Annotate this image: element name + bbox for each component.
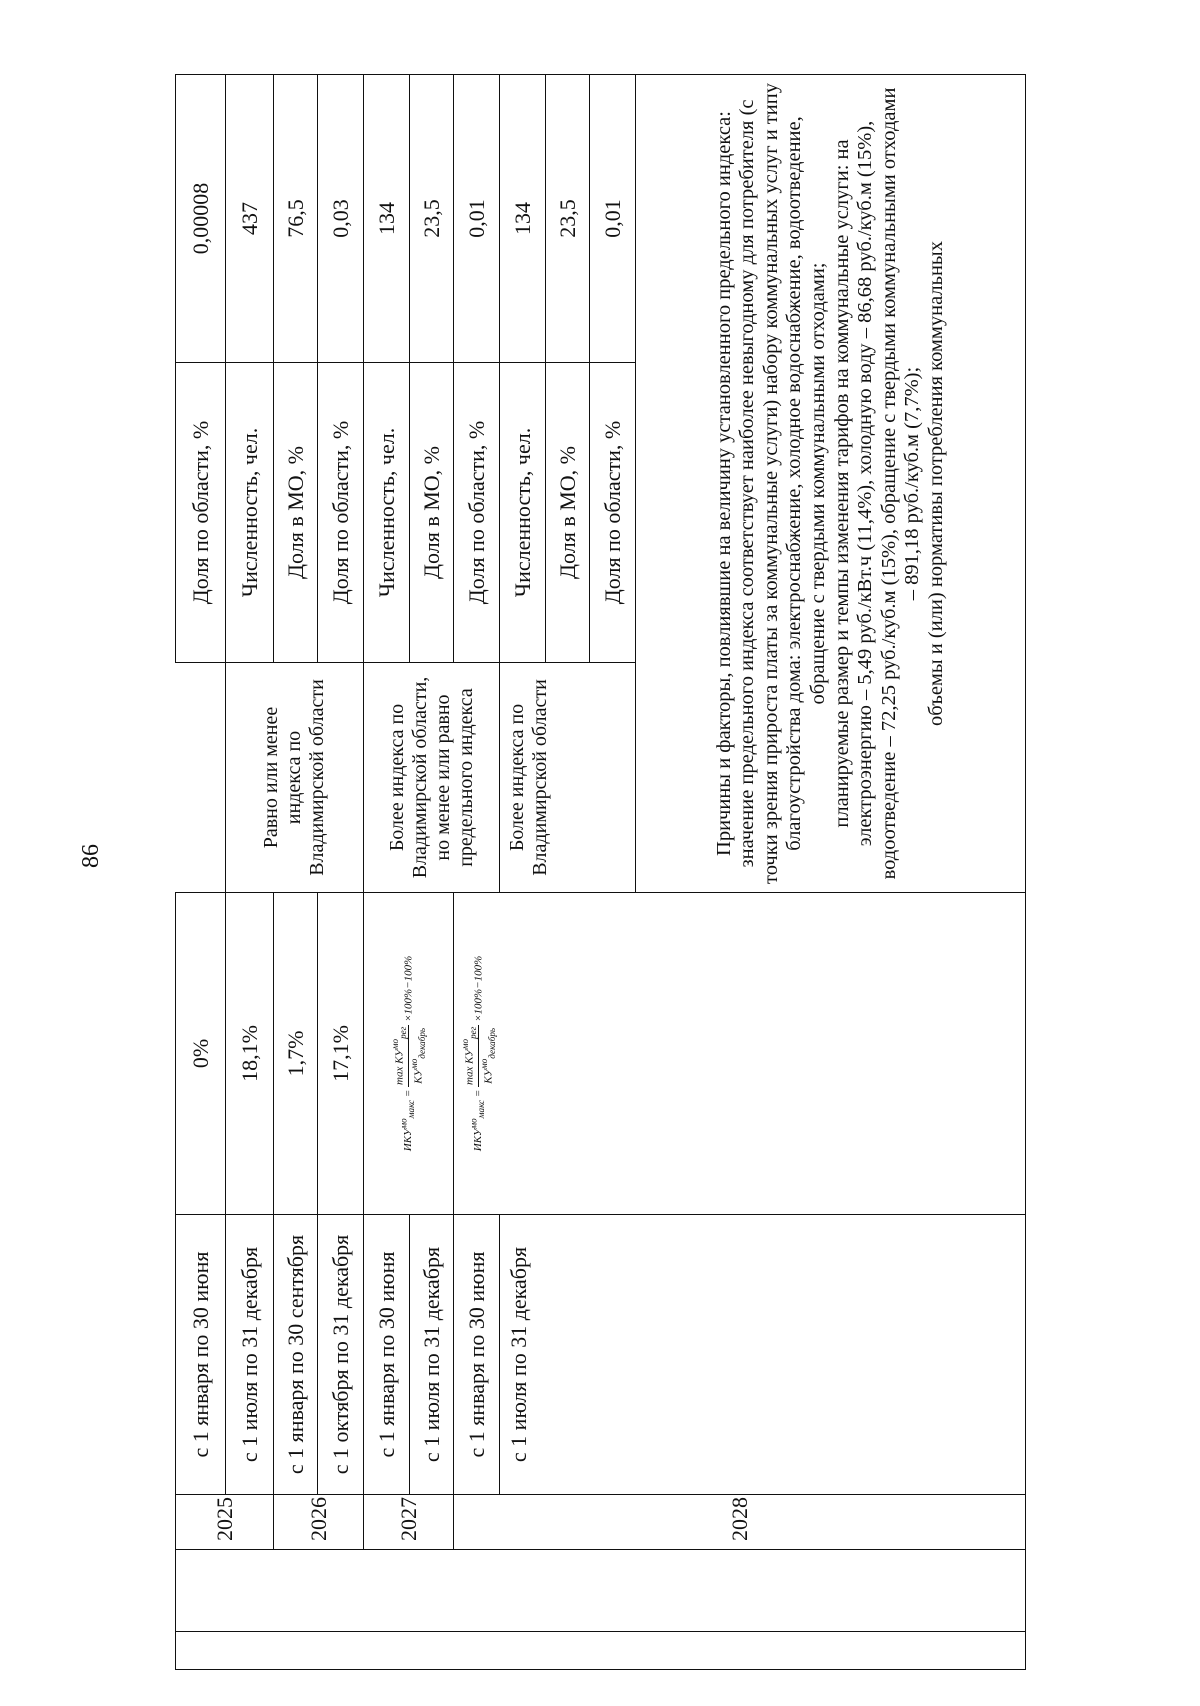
formula-tail: ×100%−100%	[402, 955, 415, 1022]
metric-value-cell: 134	[364, 75, 410, 363]
year-cell: 2028	[454, 1495, 1026, 1550]
page-number: 86	[78, 844, 104, 868]
formula-fraction: $\max КУ^{мо}_{рег}$ $КУ^{мо}_{декабрь}$	[389, 1026, 427, 1085]
metric-value-cell: 0,00008	[176, 75, 226, 363]
metric-label-cell: Доля по области, %	[590, 363, 636, 663]
condition-cell: Более индекса по Владимирской области, но менее или равно предельного индекса	[364, 663, 500, 893]
period-cell: с 1 июля по 31 декабря	[226, 1215, 274, 1495]
index-value-cell: 1,7%	[274, 893, 318, 1215]
blank-column	[176, 1632, 1026, 1670]
period-cell: с 1 января по 30 сентября	[274, 1215, 318, 1495]
table-row	[364, 75, 410, 1670]
metric-value-cell: 0,01	[590, 75, 636, 363]
year-cell: 2026	[274, 1495, 364, 1550]
metric-label-cell: Доля в МО, %	[410, 363, 454, 663]
metric-label-cell: Доля в МО, %	[274, 363, 318, 663]
period-cell: с 1 октября по 31 декабря	[318, 1215, 364, 1495]
metric-label-cell: Доля по области, %	[318, 363, 364, 663]
formula-tail: ×100%−100%	[472, 955, 485, 1022]
index-value-cell: 17,1%	[318, 893, 364, 1215]
period-cell: с 1 января по 30 июня	[176, 1215, 226, 1495]
metric-value-cell: 23,5	[410, 75, 454, 363]
formula-fraction: $\max КУ^{мо}_{рег}$ $КУ^{мо}_{декабрь}$	[460, 1026, 498, 1085]
period-cell: с 1 июля по 31 декабря	[410, 1215, 454, 1495]
metric-label-cell: Доля по области, %	[454, 363, 500, 663]
metric-value-cell: 23,5	[546, 75, 590, 363]
metric-label-cell: Численность, чел.	[364, 363, 410, 663]
metric-value-cell: 76,5	[274, 75, 318, 363]
year-cell: 2025	[176, 1495, 274, 1550]
period-cell: с 1 января по 30 июня	[364, 1215, 410, 1495]
index-value-cell: 18,1%	[226, 893, 274, 1215]
metric-label-cell: Численность, чел.	[500, 363, 546, 663]
formula-cell: $ИКУ^{мо}_{макс}$ = $\max КУ^{мо}_{рег}$ $КУ^{мо}_{декабрь}$ ×100%−100%	[364, 893, 454, 1215]
formula-lhs: $ИКУ^{мо}_{макс}$	[468, 1099, 487, 1152]
condition-cell: Равно или менее индекса по Владимирской области	[226, 663, 364, 893]
blank-cell	[176, 663, 226, 893]
index-value-cell: 0%	[176, 893, 226, 1215]
reasons-paragraph: значение предельного индекса соответствует наиболее невыгодному для потребителя (с точки зрения прироста платы за коммунальные услуги) набору коммунальных услуг и типу благоустройства дома: электроснабжение, холодное водоснабжение, водоотведение, обращение с твердыми коммунальными отходами;	[736, 83, 829, 884]
tariff-index-table	[175, 74, 1026, 1670]
metric-label-cell: Численность, чел.	[226, 363, 274, 663]
blank-column	[176, 1550, 1026, 1632]
metric-label-cell: Доля по области, %	[176, 363, 226, 663]
table-row	[226, 75, 274, 1670]
metric-value-cell: 437	[226, 75, 274, 363]
metric-value-cell: 0,03	[318, 75, 364, 363]
reasons-text-cell	[636, 75, 1026, 893]
formula-lhs: $ИКУ^{мо}_{макс}$	[398, 1099, 417, 1152]
metric-value-cell: 0,01	[454, 75, 500, 363]
formula-cell: $ИКУ^{мо}_{макс}$ = $\max КУ^{мо}_{рег}$ $КУ^{мо}_{декабрь}$ ×100%−100%	[454, 893, 1026, 1215]
reasons-paragraph: планируемые размер и темпы изменения тарифов на коммунальные услуги: на электроэнергию – 5,49 руб./кВт.ч (11,4%), холодную воду – 86,68 руб./куб.м (15%), водоотведение – 72,25 руб./куб.м (15%), обращение с твердыми коммунальными отходами – 891,18 руб./куб.м (7,7%);	[830, 87, 924, 880]
table-row	[176, 75, 226, 1670]
condition-cell: Более индекса по Владимирской области	[500, 663, 636, 893]
metric-label-cell: Доля в МО, %	[546, 363, 590, 663]
reasons-paragraph: Причины и факторы, повлиявшие на величину установленного предельного индекса:	[712, 111, 735, 856]
metric-value-cell: 134	[500, 75, 546, 363]
year-cell: 2027	[364, 1495, 454, 1550]
table-row	[500, 75, 546, 1670]
reasons-paragraph: объемы и (или) нормативы потребления коммунальных	[924, 241, 947, 726]
period-cell: с 1 января по 30 июня	[454, 1215, 500, 1495]
period-cell: с 1 июля по 31 декабря	[500, 1215, 1026, 1495]
